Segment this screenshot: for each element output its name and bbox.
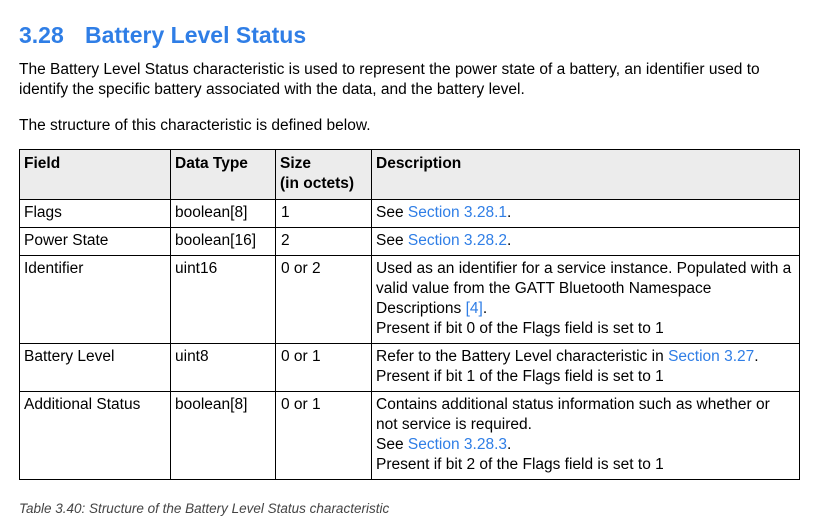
cell-type: boolean[8] [171, 392, 276, 480]
cell-field: Flags [20, 200, 171, 228]
header-size-line1: Size [280, 155, 312, 172]
section-link[interactable]: Section 3.28.1 [407, 204, 507, 221]
table-header-row [20, 150, 800, 200]
header-field: Field [20, 150, 171, 200]
table-caption: Table 3.40: Structure of the Battery Level Status characteristic [19, 501, 390, 516]
header-size-line2: (in octets) [280, 175, 355, 192]
table-row [20, 344, 800, 392]
cell-field: Additional Status [20, 392, 171, 480]
reference-link[interactable]: [4] [465, 300, 483, 317]
header-size [276, 150, 372, 200]
desc-condition: Present if bit 1 of the Flags field is set to 1 [376, 368, 664, 385]
desc-prefix: See [376, 232, 408, 249]
cell-field: Identifier [20, 256, 171, 344]
desc-condition: Present if bit 0 of the Flags field is set to 1 [376, 320, 664, 337]
table-row [20, 256, 800, 344]
table-row [20, 392, 800, 480]
table-row [20, 228, 800, 256]
section-link[interactable]: Section 3.28.2 [407, 232, 507, 249]
desc-text: Contains additional status information such as whether or not service is required. [376, 396, 770, 433]
table-row [20, 200, 800, 228]
cell-type: uint16 [171, 256, 276, 344]
intro-paragraph: The Battery Level Status characteristic is used to represent the power state of a battery, an identifier used to identify the specific battery associated with the data, and the battery level. [19, 61, 760, 98]
structure-sentence: The structure of this characteristic is defined below. [19, 117, 371, 134]
section-heading [19, 22, 306, 49]
desc-suffix: . [507, 436, 512, 453]
cell-size: 0 or 2 [276, 256, 372, 344]
cell-field: Battery Level [20, 344, 171, 392]
desc-prefix: See [376, 436, 408, 453]
cell-type: boolean[8] [171, 200, 276, 228]
desc-suffix: . [754, 348, 759, 365]
cell-type: boolean[16] [171, 228, 276, 256]
cell-size: 1 [276, 200, 372, 228]
cell-description [372, 200, 800, 228]
cell-description [372, 344, 800, 392]
section-number: 3.28 [19, 22, 64, 48]
cell-size: 2 [276, 228, 372, 256]
structure-table [19, 149, 800, 480]
cell-description [372, 392, 800, 480]
header-description: Description [372, 150, 800, 200]
desc-prefix: See [376, 204, 408, 221]
section-link[interactable]: Section 3.28.3 [407, 436, 507, 453]
cell-type: uint8 [171, 344, 276, 392]
cell-description [372, 256, 800, 344]
cell-size: 0 or 1 [276, 344, 372, 392]
desc-suffix: . [482, 300, 488, 317]
desc-prefix: Refer to the Battery Level characteristic in [376, 348, 669, 365]
desc-suffix: . [507, 232, 512, 249]
desc-condition: Present if bit 2 of the Flags field is set to 1 [376, 456, 664, 473]
desc-text: Used as an identifier for a service instance. Populated with a valid value from the GATT Bluetooth Namespace Descriptions [376, 260, 792, 317]
cell-size: 0 or 1 [276, 392, 372, 480]
cell-description [372, 228, 800, 256]
section-link[interactable]: Section 3.27 [668, 348, 755, 365]
cell-field: Power State [20, 228, 171, 256]
section-title: Battery Level Status [85, 22, 307, 48]
desc-suffix: . [507, 204, 512, 221]
header-data-type: Data Type [171, 150, 276, 200]
